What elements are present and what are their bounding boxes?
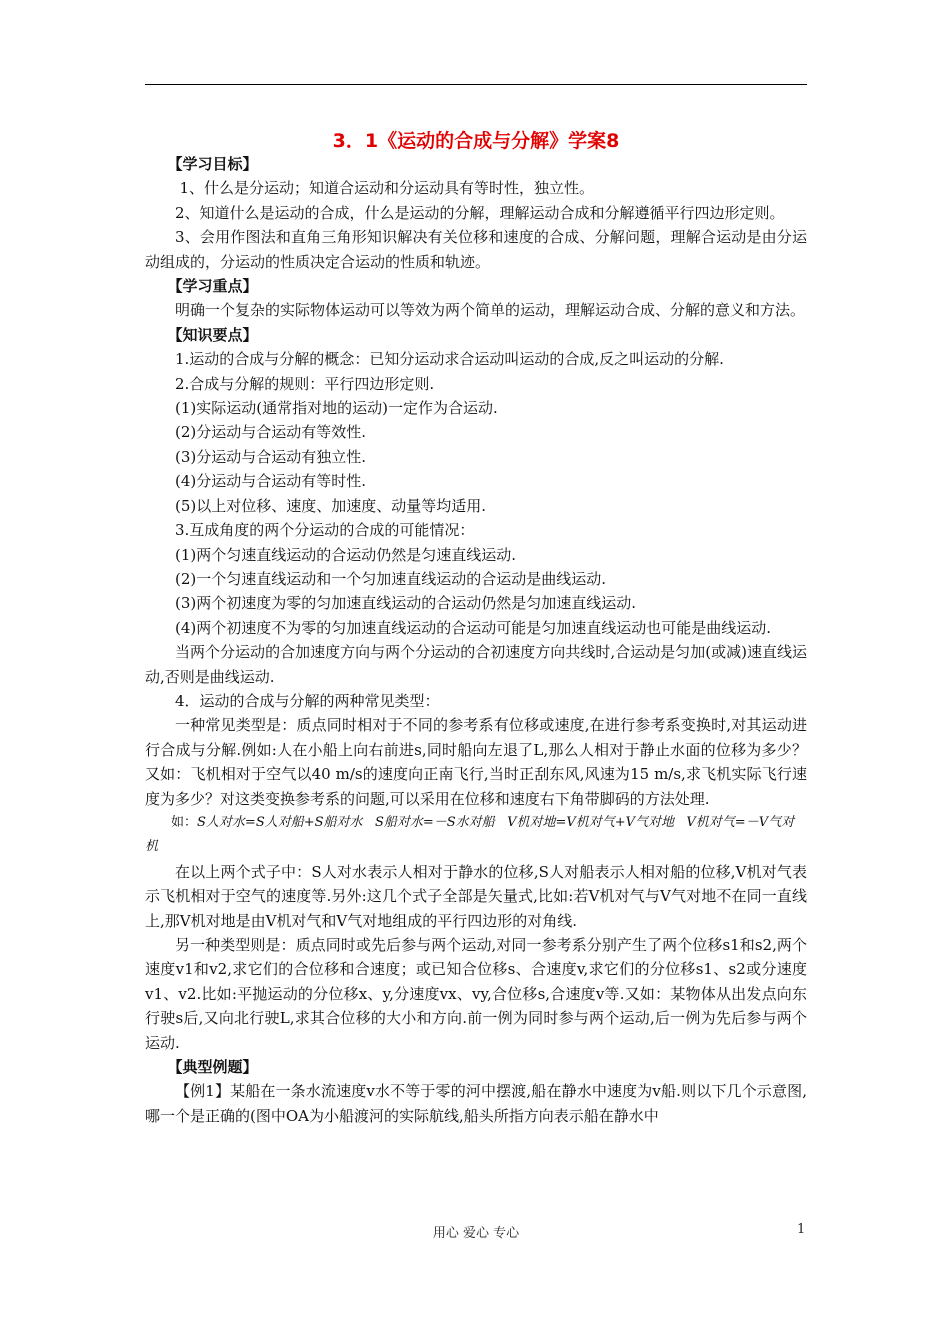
point-item: 4．运动的合成与分解的两种常见类型： <box>175 691 440 710</box>
point-item: (2)分运动与合运动有等效性. <box>175 423 367 442</box>
explain-paragraph: 在以上两个式子中：S人对水表示人相对于静水的位移,S人对船表示人相对船的位移,V机对气表示飞机相对于空气的速度等.另外:这几个式子全部是矢量式,比如:若V机对气与V气对地不在同一直线上,那V机对地是由V机对气和V气对地组成的平行四边形的对角线. <box>145 862 807 930</box>
focus-heading: 【学习重点】 <box>167 277 258 296</box>
point-item: (3)两个初速度为零的匀加速直线运动的合运动仍然是匀加速直线运动. <box>175 594 637 613</box>
point-item: 当两个分运动的合加速度方向与两个分运动的合初速度方向共线时,合运动是匀加(或减)速直线运动,否则是曲线运动. <box>145 643 807 686</box>
page-number: 1 <box>797 1222 806 1237</box>
point-item: (1)实际运动(通常指对地的运动)一定作为合运动. <box>175 399 498 418</box>
type2-paragraph: 另一种类型则是：质点同时或先后参与两个运动,对同一参考系分别产生了两个位移s1和s2,两个速度v1和v2,求它们的合位移和合速度；或已知合位移s、合速度v,求它们的分位移s1、s2或分速度v1、v2.比如:平抛运动的分位移x、y,分速度vx、vy,合位移s,合速度v等.又如：某物体从出发点向东行驶s后,又向北行驶L,求其合位移的大小和方向.前一例为同时参与两个运动,后一例为先后参与两个运动. <box>145 936 807 1052</box>
point-item: (3)分运动与合运动有独立性. <box>175 447 367 466</box>
point-item: (1)两个匀速直线运动的合运动仍然是匀速直线运动. <box>175 545 517 564</box>
point-item: (2)一个匀速直线运动和一个匀加速直线运动的合运动是曲线运动. <box>175 569 607 588</box>
goal-item: 1、什么是分运动；知道合运动和分运动具有等时性，独立性。 <box>179 179 595 198</box>
point-item: 2.合成与分解的规则：平行四边形定则. <box>175 374 435 393</box>
page-title: 3．1《运动的合成与分解》学案8 <box>332 130 620 152</box>
footer-slogan: 用心 爱心 专心 <box>432 1226 520 1241</box>
formula-eq1: S人对水=S人对船+S船对水 <box>197 814 363 830</box>
example-1: 【例1】某船在一条水流速度v水不等于零的河中摆渡,船在静水中速度为v船.则以下几个示意图,哪一个是正确的(图中OA为小船渡河的实际航线,船头所指方向表示船在静水中 <box>145 1082 807 1125</box>
focus-text: 明确一个复杂的实际物体运动可以等效为两个简单的运动，理解运动合成、分解的意义和方法。 <box>175 301 806 320</box>
type1-paragraph: 一种常见类型是：质点同时相对于不同的参考系有位移或速度,在进行参考系变换时,对其运动进行合成与分解.例如:人在小船上向右前进s,同时船向左退了L,那么人相对于静止水面的位移为多少？又如：飞机相对于空气以40 m/s的速度向正南飞行,当时正刮东风,风速为15 m/s,求飞机实际飞行速度为多少？对这类变换参考系的问题,可以采用在位移和速度右下角带脚码的方法处理. <box>145 716 807 808</box>
point-item: (5)以上对位移、速度、加速度、动量等均适用. <box>175 496 487 515</box>
goal-item: 3、会用作图法和直角三角形知识解决有关位移和速度的合成、分解问题，理解合运动是由分运动组成的，分运动的性质决定合运动的性质和轨迹。 <box>145 228 807 271</box>
document-body <box>145 152 807 1128</box>
goals-heading: 【学习目标】 <box>167 155 258 173</box>
formula-prefix: 如： <box>171 814 198 830</box>
points-heading: 【知识要点】 <box>167 325 258 344</box>
formula-eq3: V机对地=V机对气+V气对地 <box>507 814 675 830</box>
point-item: 1.运动的合成与分解的概念：已知分运动求合运动叫运动的合成,反之叫运动的分解. <box>175 350 724 369</box>
formula-eq2: S船对水=－S水对船 <box>374 814 495 830</box>
point-item: (4)分运动与合运动有等时性. <box>175 472 367 491</box>
point-item: 3.互成角度的两个分运动的合成的可能情况： <box>175 521 475 540</box>
goal-item: 2、知道什么是运动的合成，什么是运动的分解，理解运动合成和分解遵循平行四边形定则。 <box>175 203 785 222</box>
formula-eq4: V机对气=－V气对机 <box>145 814 795 855</box>
formula-line <box>145 811 807 860</box>
examples-heading: 【典型例题】 <box>167 1058 258 1077</box>
header-rule <box>145 84 807 85</box>
point-item: (4)两个初速度不为零的匀加速直线运动的合运动可能是匀加速直线运动也可能是曲线运动. <box>175 618 772 637</box>
